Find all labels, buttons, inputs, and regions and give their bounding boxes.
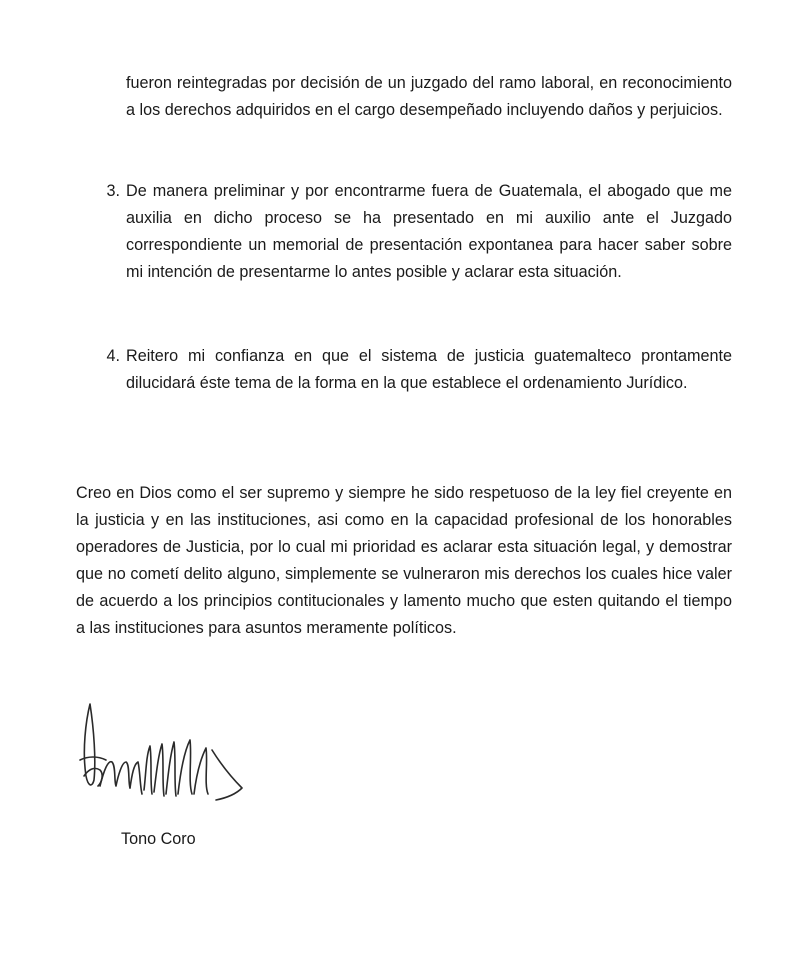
- continuation-paragraph: fueron reintegradas por decisión de un juzgado del ramo laboral, en reconocimiento a los derechos adquiridos en el cargo desempeñado incluyendo daños y perjuicios.: [126, 74, 732, 119]
- list-item-text: Reitero mi confianza en que el sistema de justicia guatemalteco prontamente dilucidará éste tema de la forma en la que establece el ordenamiento Jurídico.: [126, 347, 732, 392]
- list-item: [100, 178, 732, 318]
- handwritten-signature: [66, 690, 266, 815]
- list-item-text: De manera preliminar y por encontrarme fuera de Guatemala, el abogado que me auxilia en dicho proceso se ha presentado en mi auxilio ante el Juzgado correspondiente un memorial de presentación expontanea para hacer saber sobre mi intención de presentarme lo antes posible y aclarar esta situación.: [126, 182, 732, 281]
- closing-paragraph: Creo en Dios como el ser supremo y siempre he sido respetuoso de la ley fiel creyente en la justicia y en las instituciones, asi como en la capacidad profesional de los honorables operadores de Justicia, por lo cual mi prioridad es aclarar esta situación legal, y demostrar que no cometí delito alguno, simplemente se vulneraron mis derechos los cuales hice valer de acuerdo a los principios contitucionales y lamento mucho que esten quitando el tiempo a las instituciones para asuntos meramente políticos.: [76, 484, 732, 637]
- signer-name: Tono Coro: [121, 830, 196, 848]
- list-item-number: 3.: [106, 182, 120, 200]
- list-item: [100, 343, 732, 433]
- list-item-number: 4.: [106, 347, 120, 365]
